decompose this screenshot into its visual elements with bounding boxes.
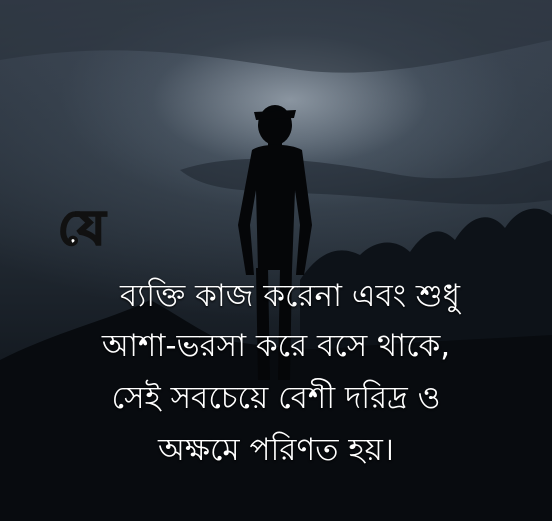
quote-line-1: ব্যক্তি কাজ করেনা এবং শুধু: [120, 278, 460, 314]
quote-line-4: অক্ষমে পরিণত হয়।: [158, 432, 394, 468]
quote-line-3: সেই সবচেয়ে বেশী দরিদ্র ও: [111, 380, 441, 416]
cloud: [0, 0, 552, 73]
cloud: [180, 159, 552, 204]
quote-line-2: আশা-ভরসা করে বসে থাকে,: [101, 328, 451, 364]
quote-first-word: যে: [58, 200, 107, 256]
